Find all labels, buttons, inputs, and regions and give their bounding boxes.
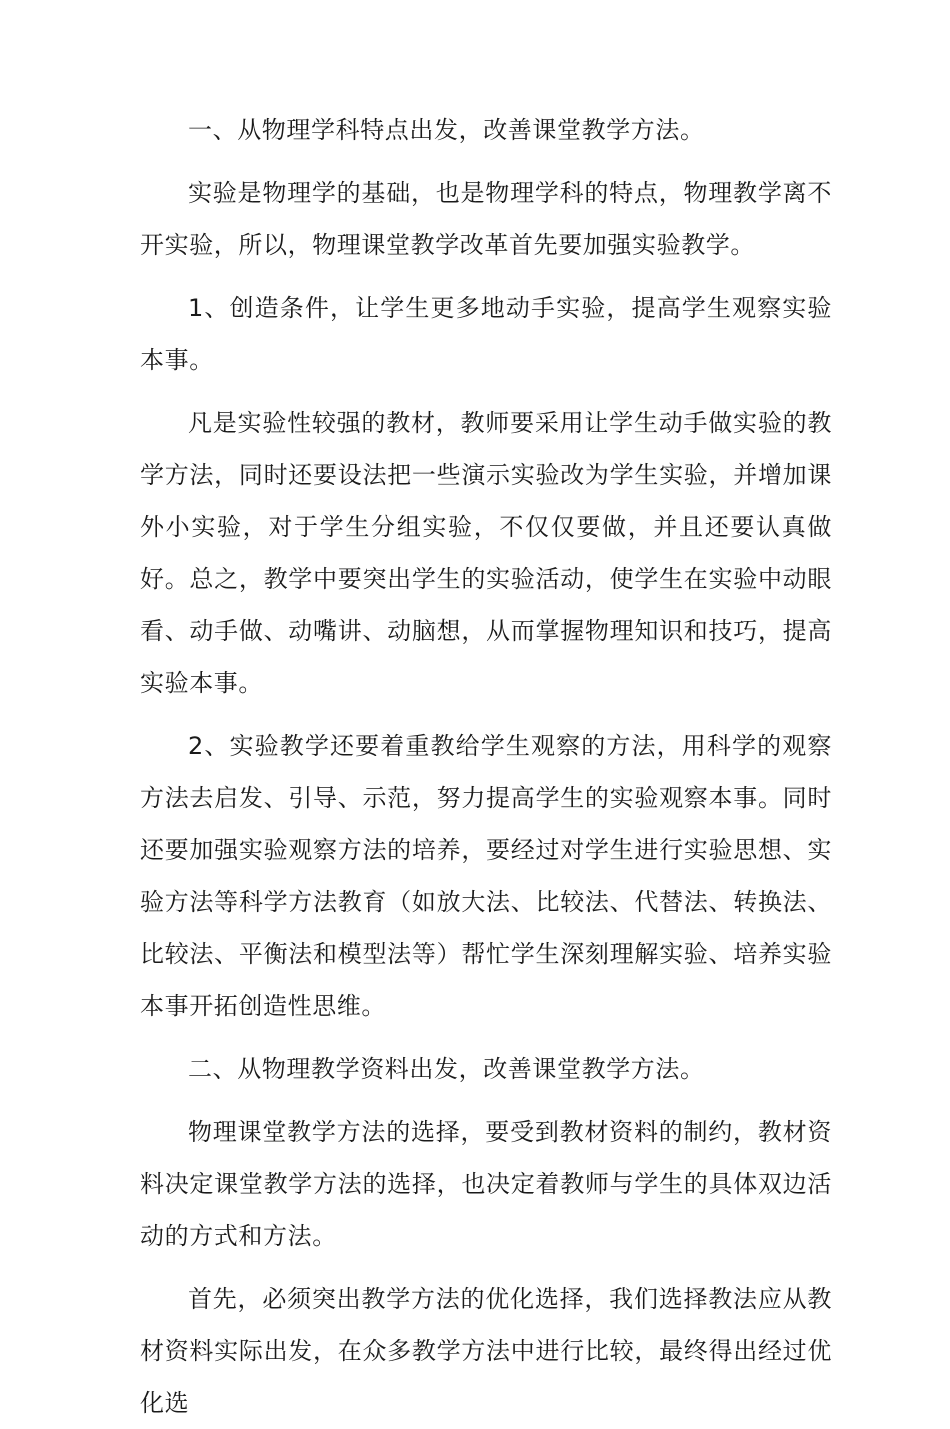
section-heading-2: 二、从物理教学资料出发，改善课堂教学方法。 xyxy=(188,1055,705,1083)
subheading-1: 1、创造条件，让学生更多地动手实验，提高学生观察实验本事。 xyxy=(140,294,832,374)
section-heading-1: 一、从物理学科特点出发，改善课堂教学方法。 xyxy=(188,116,705,144)
subheading-2: 2、实验教学还要着重教给学生观察的方法，用科学的观察方法去启发、引导、示范，努力提高学生的实验观察本事。同时还要加强实验观察方法的培养，要经过对学生进行实验思想、实验方法等科学方法教育（如放大法、比较法、代替法、转换法、比较法、平衡法和模型法等）帮忙学生深刻理解实验、培养实验本事开拓创造性思维。 xyxy=(140,732,832,1020)
body-paragraph: 物理课堂教学方法的选择，要受到教材资料的制约，教材资料决定课堂教学方法的选择，也决定着教师与学生的具体双边活动的方式和方法。 xyxy=(140,1118,832,1250)
body-paragraph: 实验是物理学的基础，也是物理学科的特点，物理教学离不开实验，所以，物理课堂教学改革首先要加强实验教学。 xyxy=(140,179,832,259)
body-paragraph: 凡是实验性较强的教材，教师要采用让学生动手做实验的教学方法，同时还要设法把一些演示实验改为学生实验，并增加课外小实验，对于学生分组实验，不仅仅要做，并且还要认真做好。总之，教学中要突出学生的实验活动，使学生在实验中动眼看、动手做、动嘴讲、动脑想，从而掌握物理知识和技巧，提高实验本事。 xyxy=(140,409,832,697)
body-paragraph: 首先，必须突出教学方法的优化选择，我们选择教法应从教材资料实际出发，在众多教学方法中进行比较，最终得出经过优化选 xyxy=(140,1285,832,1417)
